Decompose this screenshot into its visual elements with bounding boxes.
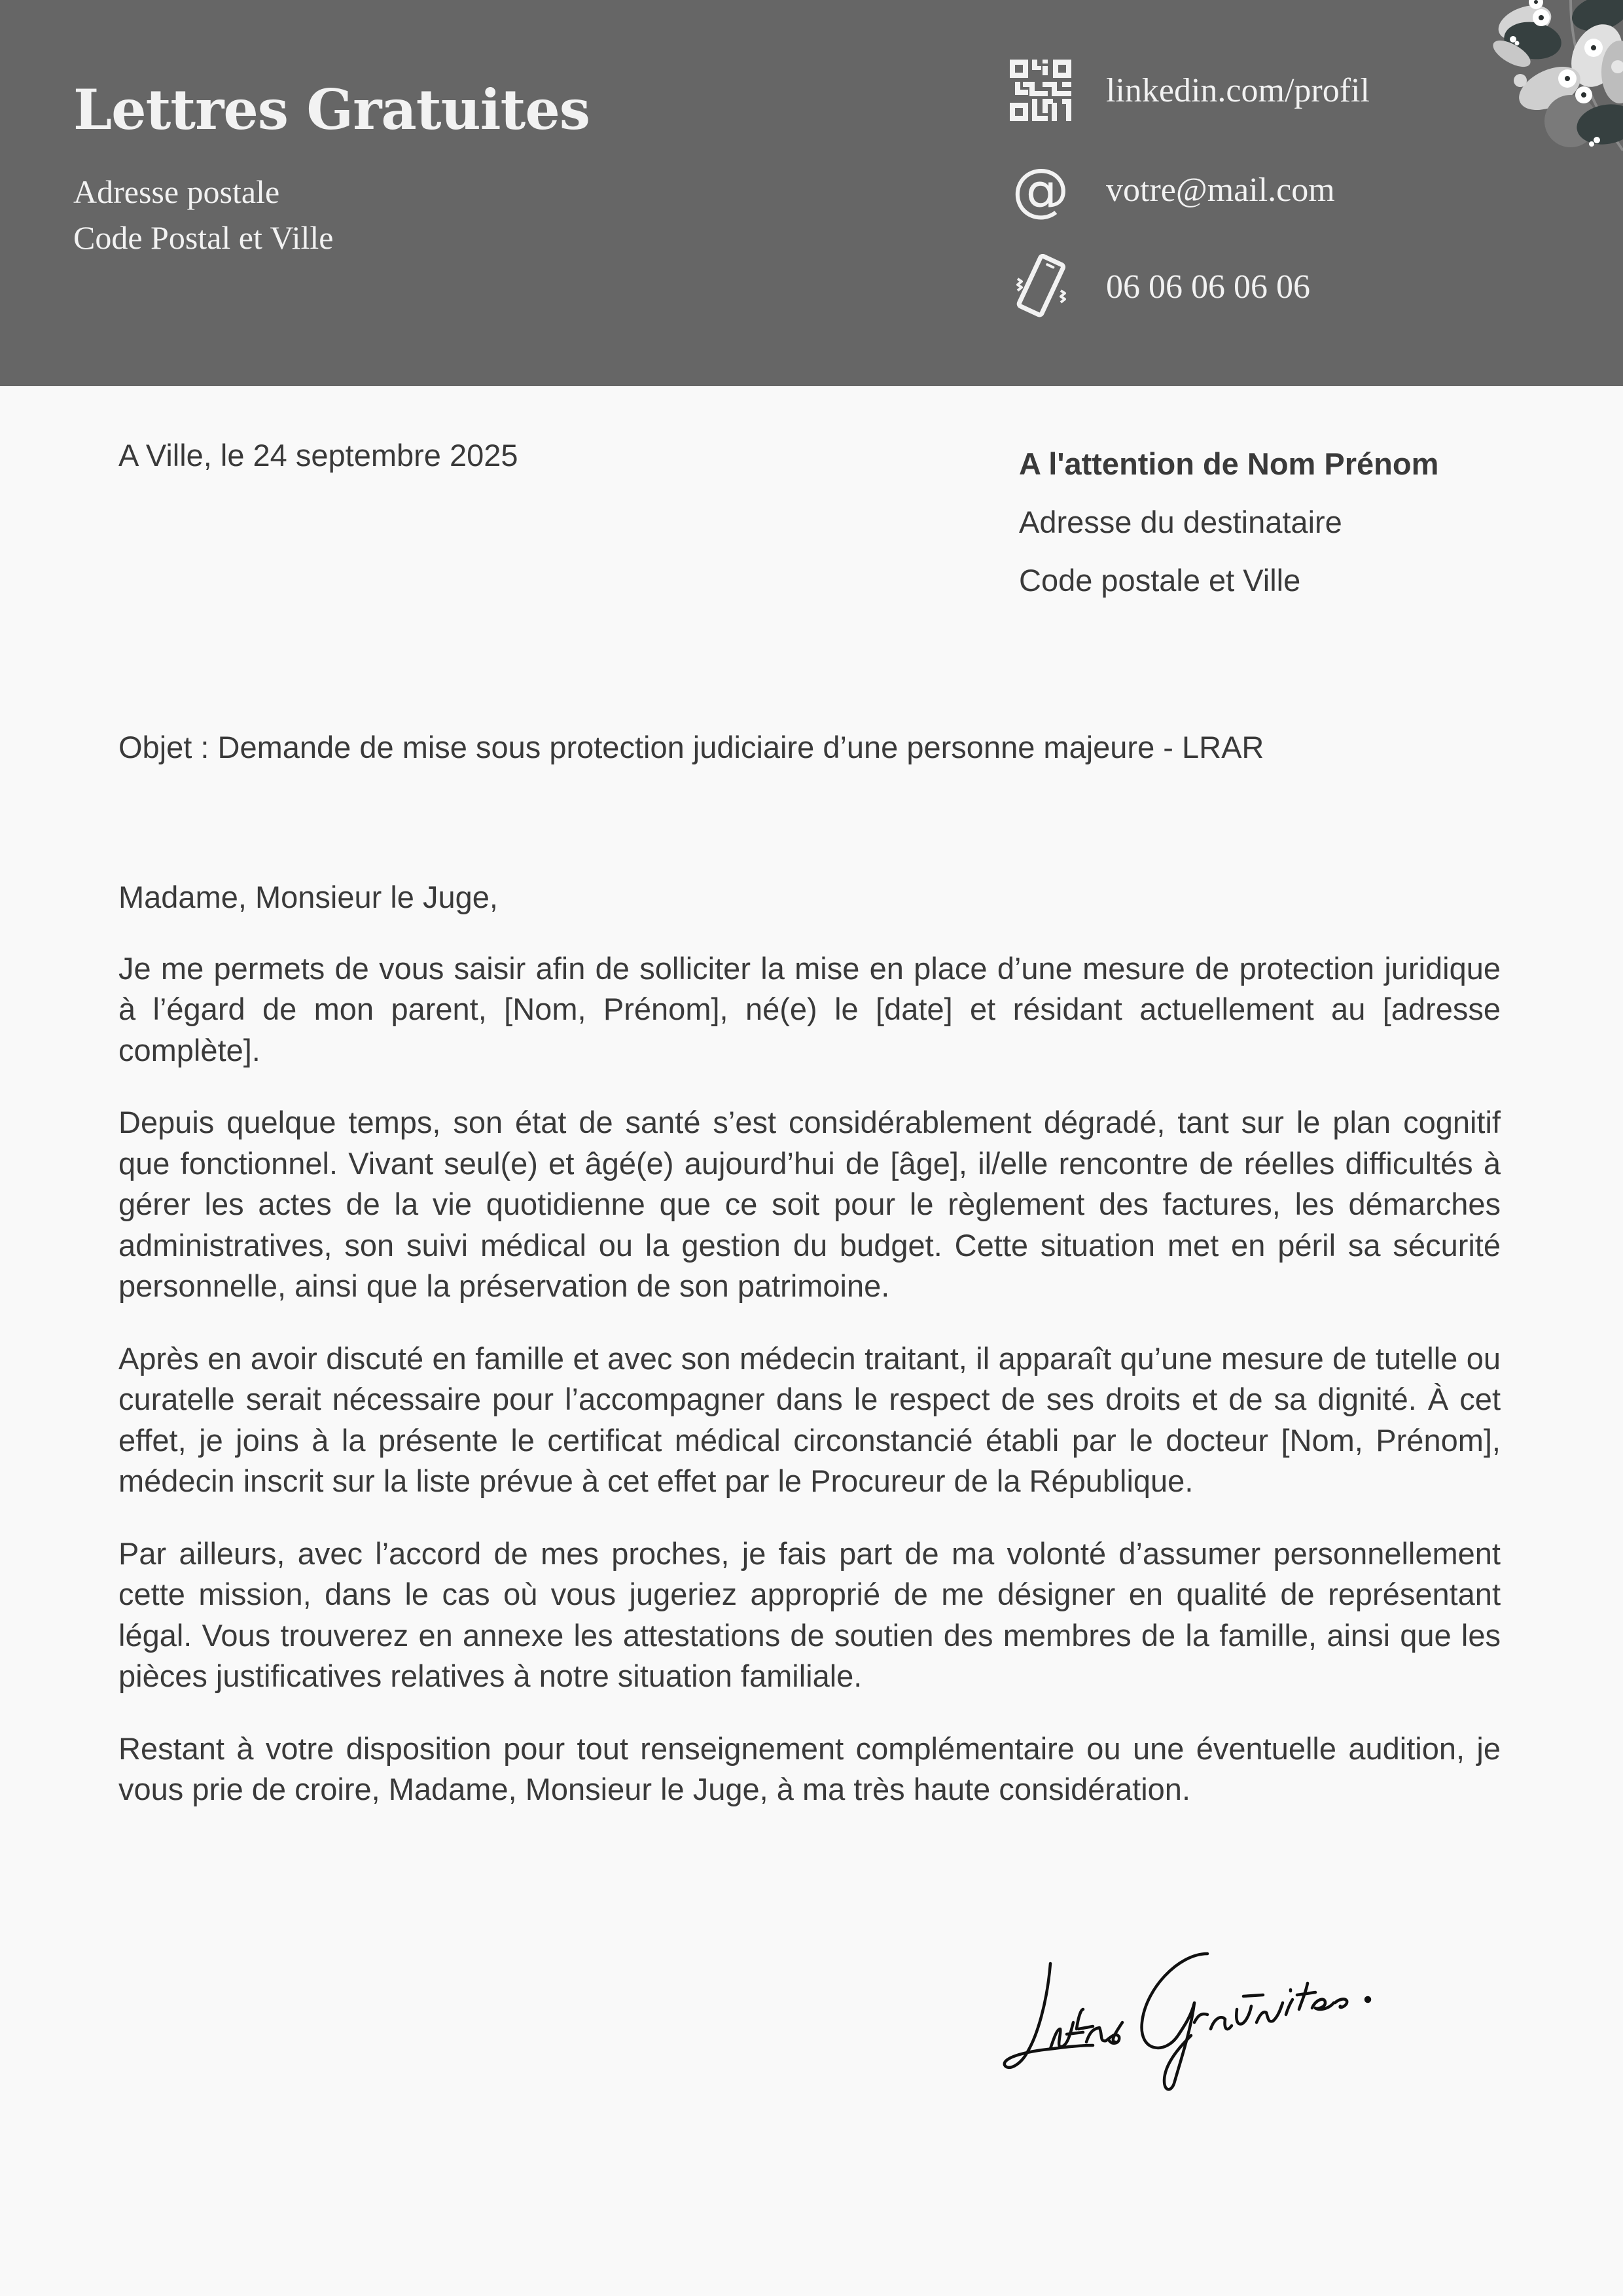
sender-address-line1: Adresse postale — [73, 173, 280, 210]
paragraph-1: Je me permets de vous saisir afin de solliciter la mise en place d’une mesure de protection juridique à l’égard de mon parent, [Nom, Prénom], né(e) le [date] et résidant actuellement au [adresse complète]. — [118, 950, 1501, 1067]
linkedin-text: linkedin.com/profil — [1106, 71, 1370, 109]
contact-email — [1008, 157, 1335, 223]
floral-decoration — [1472, 0, 1623, 157]
sender-address — [73, 169, 333, 260]
handwritten-signature — [995, 1937, 1427, 2094]
sender-name: Lettres Gratuites — [73, 77, 590, 142]
recipient-block — [1019, 435, 1438, 609]
phone-text: 06 06 06 06 06 — [1106, 268, 1310, 306]
paragraph-2: Depuis quelque temps, son état de santé s’est considérablement dégradé, tant sur le plan cognitif que fonctionnel. Vivant seul(e) et âgé(e) aujourd’hui de [âge], il/elle rencontre de réelles difficultés à gérer les actes de la vie quotidienne que ce soit pour le règlement des factures, les démarches administratives, son suivi médical ou la gestion du budget. Cette situation met en péril sa sécurité personnelle, ainsi que la préservation de son patrimoine. — [118, 1105, 1501, 1303]
sender-address-line2: Code Postal et Ville — [73, 219, 334, 256]
place-date: A Ville, le 24 septembre 2025 — [118, 438, 518, 473]
vibrating-phone-icon — [1008, 254, 1073, 319]
paragraph-4: Par ailleurs, avec l’accord de mes proches, je fais part de ma volonté d’assumer personnellement cette mission, dans le cas où vous jugeriez approprié de me désigner en qualité de représentant légal. Vous trouverez en annexe les attestations de soutien des membres de la famille, ainsi que les pièces justificatives relatives à notre situation familiale. — [118, 1535, 1501, 1693]
paragraph-5: Restant à votre disposition pour tout renseignement complémentaire ou une éventuelle audition, je vous prie de croire, Madame, Monsieur le Juge, à ma très haute considération. — [118, 1731, 1501, 1806]
contact-phone — [1008, 254, 1310, 319]
recipient-address: Adresse du destinataire — [1019, 505, 1342, 539]
contact-linkedin — [1008, 58, 1370, 123]
letter-subject: Objet : Demande de mise sous protection judiciaire d’une personne majeure - LRAR — [118, 730, 1264, 764]
header-band — [0, 0, 1623, 386]
qr-code-icon — [1008, 58, 1073, 123]
recipient-city: Code postale et Ville — [1019, 563, 1301, 598]
at-sign-icon: @ — [1012, 156, 1069, 223]
letter-body — [118, 877, 1501, 1842]
email-text: votre@mail.com — [1106, 171, 1335, 209]
salutation: Madame, Monsieur le Juge, — [118, 880, 498, 914]
recipient-name: A l'attention de Nom Prénom — [1019, 446, 1439, 481]
paragraph-3: Après en avoir discuté en famille et avec son médecin traitant, il apparaît qu’une mesure de tutelle ou curatelle serait nécessaire pour l’accompagner dans le respect de ses droits et de sa dignité. À cet effet, je joins à la présente le certificat médical circonstancié établi par le docteur [Nom, Prénom], médecin inscrit sur la liste prévue à cet effet par le Procureur de la République. — [118, 1340, 1501, 1498]
